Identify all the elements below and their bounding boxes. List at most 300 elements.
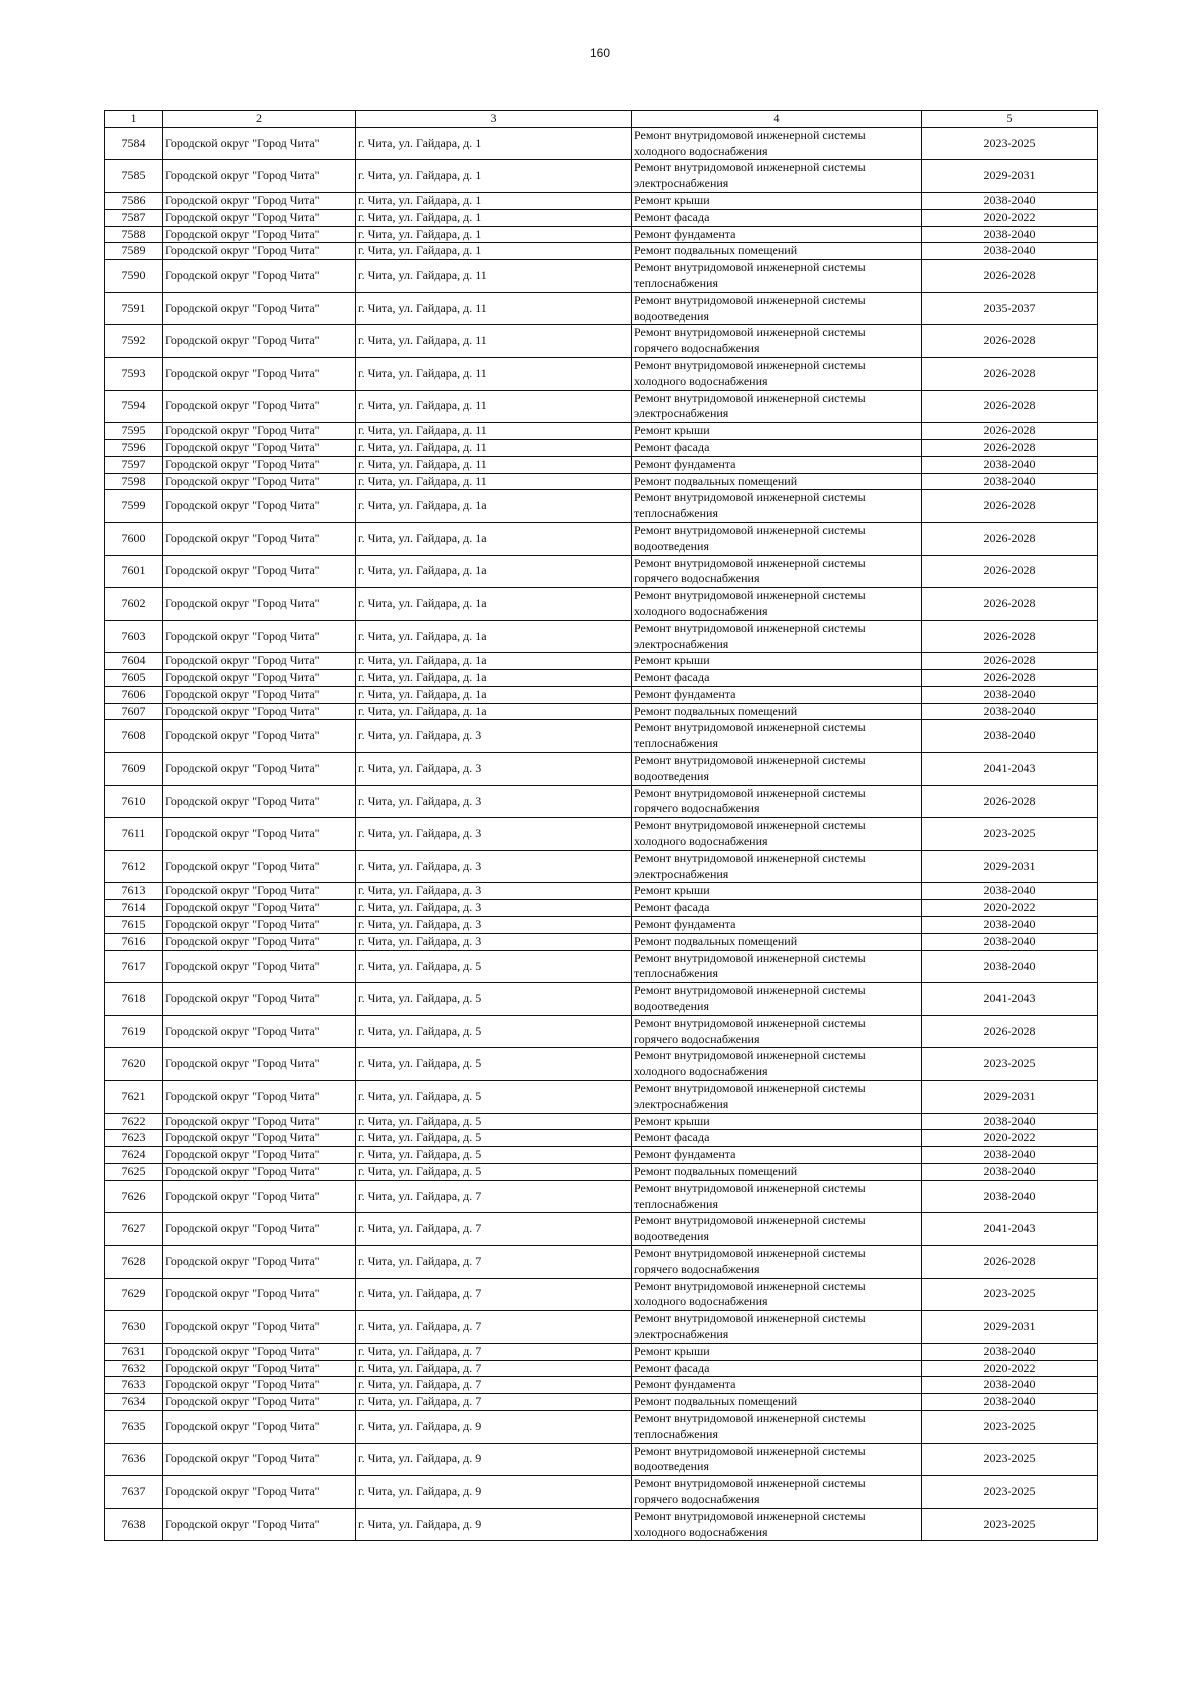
table-row: [105, 983, 1098, 1016]
work-type-line: Ремонт внутридомовой инженерной системы: [634, 620, 866, 635]
period-cell: 2026-2028: [922, 522, 1098, 555]
work-type-line: Ремонт фасада: [634, 209, 710, 224]
work-type-line: электроснабжения: [634, 176, 729, 191]
address-cell: г. Чита, ул. Гайдара, д. 1: [356, 226, 632, 243]
work-type-line: Ремонт фундамента: [634, 686, 736, 701]
district-cell: Городской округ "Город Чита": [163, 1213, 356, 1246]
table-row: [105, 555, 1098, 588]
table-row: [105, 490, 1098, 523]
table-row: [105, 1180, 1098, 1213]
district-cell: Городской округ "Город Чита": [163, 423, 356, 440]
work-type-cell: [632, 192, 922, 209]
work-type-line: Ремонт внутридомовой инженерной системы: [634, 1311, 866, 1326]
address-cell: г. Чита, ул. Гайдара, д. 3: [356, 917, 632, 934]
period-cell: 2026-2028: [922, 439, 1098, 456]
work-type-line: водоотведения: [634, 1459, 709, 1474]
district-cell: Городской округ "Город Чита": [163, 1015, 356, 1048]
row-number-cell: 7604: [105, 653, 163, 670]
row-number-cell: 7597: [105, 456, 163, 473]
work-type-cell: [632, 439, 922, 456]
address-cell: г. Чита, ул. Гайдара, д. 5: [356, 983, 632, 1016]
work-type-line: горячего водоснабжения: [634, 1031, 760, 1046]
table-row: [105, 1213, 1098, 1246]
table-row: [105, 260, 1098, 293]
work-type-line: Ремонт подвальных помещений: [634, 243, 798, 258]
table-row: [105, 785, 1098, 818]
row-number-cell: 7607: [105, 703, 163, 720]
period-cell: 2026-2028: [922, 1015, 1098, 1048]
work-type-cell: [632, 1443, 922, 1476]
work-type-cell: [632, 917, 922, 934]
work-type-line: Ремонт внутридомовой инженерной системы: [634, 850, 866, 865]
work-type-cell: [632, 983, 922, 1016]
table-row: [105, 620, 1098, 653]
work-type-line: теплоснабжения: [634, 966, 718, 981]
row-number-cell: 7610: [105, 785, 163, 818]
period-cell: 2023-2025: [922, 1410, 1098, 1443]
work-type-line: водоотведения: [634, 999, 709, 1014]
work-type-cell: [632, 423, 922, 440]
work-type-line: Ремонт фундамента: [634, 1377, 736, 1392]
district-cell: Городской округ "Город Чита": [163, 818, 356, 851]
work-type-cell: [632, 160, 922, 193]
district-cell: Городской округ "Город Чита": [163, 1410, 356, 1443]
header-row: [105, 111, 1098, 128]
row-number-cell: 7609: [105, 753, 163, 786]
work-type-line: Ремонт фундамента: [634, 1147, 736, 1162]
address-cell: г. Чита, ул. Гайдара, д. 9: [356, 1508, 632, 1541]
work-type-line: Ремонт внутридомовой инженерной системы: [634, 1048, 866, 1063]
address-cell: г. Чита, ул. Гайдара, д. 7: [356, 1278, 632, 1311]
row-number-cell: 7599: [105, 490, 163, 523]
work-type-cell: [632, 1015, 922, 1048]
work-type-line: холодного водоснабжения: [634, 373, 768, 388]
row-number-cell: 7585: [105, 160, 163, 193]
work-type-line: Ремонт фасада: [634, 900, 710, 915]
district-cell: Городской округ "Город Чита": [163, 260, 356, 293]
period-cell: 2023-2025: [922, 1476, 1098, 1509]
district-cell: Городской округ "Город Чита": [163, 850, 356, 883]
district-cell: Городской округ "Город Чита": [163, 325, 356, 358]
district-cell: Городской округ "Город Чита": [163, 1245, 356, 1278]
address-cell: г. Чита, ул. Гайдара, д. 3: [356, 850, 632, 883]
work-type-line: Ремонт фундамента: [634, 226, 736, 241]
period-cell: 2026-2028: [922, 670, 1098, 687]
row-number-cell: 7605: [105, 670, 163, 687]
period-cell: 2020-2022: [922, 900, 1098, 917]
period-cell: 2026-2028: [922, 588, 1098, 621]
district-cell: Городской округ "Город Чита": [163, 588, 356, 621]
address-cell: г. Чита, ул. Гайдара, д. 7: [356, 1180, 632, 1213]
table-header: [105, 111, 1098, 128]
work-type-line: горячего водоснабжения: [634, 341, 760, 356]
table-row: [105, 127, 1098, 160]
work-type-cell: [632, 1476, 922, 1509]
work-type-cell: [632, 818, 922, 851]
work-type-cell: [632, 1278, 922, 1311]
district-cell: Городской округ "Город Чита": [163, 226, 356, 243]
period-cell: 2038-2040: [922, 243, 1098, 260]
address-cell: г. Чита, ул. Гайдара, д. 9: [356, 1410, 632, 1443]
district-cell: Городской округ "Город Чита": [163, 653, 356, 670]
address-cell: г. Чита, ул. Гайдара, д. 5: [356, 1113, 632, 1130]
header-col-3: 3: [356, 111, 632, 128]
work-type-line: горячего водоснабжения: [634, 1261, 760, 1276]
row-number-cell: 7629: [105, 1278, 163, 1311]
table-row: [105, 439, 1098, 456]
district-cell: Городской округ "Город Чита": [163, 917, 356, 934]
row-number-cell: 7637: [105, 1476, 163, 1509]
table-row: [105, 1147, 1098, 1164]
row-number-cell: 7587: [105, 209, 163, 226]
table-row: [105, 900, 1098, 917]
table-row: [105, 917, 1098, 934]
table-row: [105, 850, 1098, 883]
address-cell: г. Чита, ул. Гайдара, д. 11: [356, 439, 632, 456]
row-number-cell: 7617: [105, 950, 163, 983]
work-type-cell: [632, 720, 922, 753]
work-type-cell: [632, 950, 922, 983]
table-row: [105, 357, 1098, 390]
work-type-line: горячего водоснабжения: [634, 571, 760, 586]
table-row: [105, 1394, 1098, 1411]
work-type-line: Ремонт фасада: [634, 439, 710, 454]
work-type-cell: [632, 1081, 922, 1114]
table-row: [105, 883, 1098, 900]
table-row: [105, 1360, 1098, 1377]
period-cell: 2038-2040: [922, 1180, 1098, 1213]
table-row: [105, 522, 1098, 555]
address-cell: г. Чита, ул. Гайдара, д. 7: [356, 1360, 632, 1377]
table-row: [105, 1443, 1098, 1476]
district-cell: Городской округ "Город Чита": [163, 522, 356, 555]
work-type-cell: [632, 703, 922, 720]
work-type-line: Ремонт внутридомовой инженерной системы: [634, 818, 866, 833]
district-cell: Городской округ "Город Чита": [163, 1278, 356, 1311]
work-type-line: Ремонт внутридомовой инженерной системы: [634, 1476, 866, 1491]
row-number-cell: 7601: [105, 555, 163, 588]
work-type-line: Ремонт крыши: [634, 423, 710, 438]
district-cell: Городской округ "Город Чита": [163, 160, 356, 193]
period-cell: 2023-2025: [922, 1278, 1098, 1311]
work-type-line: Ремонт подвальных помещений: [634, 473, 798, 488]
period-cell: 2023-2025: [922, 127, 1098, 160]
address-cell: г. Чита, ул. Гайдара, д. 1: [356, 243, 632, 260]
district-cell: Городской округ "Город Чита": [163, 686, 356, 703]
row-number-cell: 7625: [105, 1164, 163, 1181]
work-type-cell: [632, 1130, 922, 1147]
period-cell: 2038-2040: [922, 1343, 1098, 1360]
address-cell: г. Чита, ул. Гайдара, д. 5: [356, 1147, 632, 1164]
period-cell: 2041-2043: [922, 1213, 1098, 1246]
district-cell: Городской округ "Город Чита": [163, 555, 356, 588]
period-cell: 2038-2040: [922, 933, 1098, 950]
work-type-cell: [632, 1164, 922, 1181]
row-number-cell: 7600: [105, 522, 163, 555]
work-type-line: теплоснабжения: [634, 1196, 718, 1211]
district-cell: Городской округ "Город Чита": [163, 1508, 356, 1541]
period-cell: 2026-2028: [922, 390, 1098, 423]
row-number-cell: 7636: [105, 1443, 163, 1476]
period-cell: 2041-2043: [922, 983, 1098, 1016]
address-cell: г. Чита, ул. Гайдара, д. 1: [356, 209, 632, 226]
district-cell: Городской округ "Город Чита": [163, 1180, 356, 1213]
work-type-cell: [632, 522, 922, 555]
work-type-line: холодного водоснабжения: [634, 834, 768, 849]
row-number-cell: 7589: [105, 243, 163, 260]
period-cell: 2038-2040: [922, 473, 1098, 490]
header-col-1: 1: [105, 111, 163, 128]
work-type-line: Ремонт внутридомовой инженерной системы: [634, 555, 866, 570]
row-number-cell: 7619: [105, 1015, 163, 1048]
work-type-cell: [632, 785, 922, 818]
period-cell: 2026-2028: [922, 490, 1098, 523]
table-row: [105, 325, 1098, 358]
period-cell: 2038-2040: [922, 1147, 1098, 1164]
table-row: [105, 456, 1098, 473]
district-cell: Городской округ "Город Чита": [163, 785, 356, 818]
district-cell: Городской округ "Город Чита": [163, 473, 356, 490]
row-number-cell: 7613: [105, 883, 163, 900]
table-row: [105, 1015, 1098, 1048]
work-type-line: Ремонт внутридомовой инженерной системы: [634, 325, 866, 340]
address-cell: г. Чита, ул. Гайдара, д. 3: [356, 753, 632, 786]
period-cell: 2026-2028: [922, 357, 1098, 390]
work-type-line: водоотведения: [634, 308, 709, 323]
work-type-cell: [632, 1410, 922, 1443]
work-type-line: Ремонт внутридомовой инженерной системы: [634, 588, 866, 603]
work-type-line: Ремонт внутридомовой инженерной системы: [634, 490, 866, 505]
row-number-cell: 7603: [105, 620, 163, 653]
period-cell: 2038-2040: [922, 917, 1098, 934]
table-row: [105, 1048, 1098, 1081]
table-row: [105, 653, 1098, 670]
period-cell: 2038-2040: [922, 226, 1098, 243]
work-type-line: холодного водоснабжения: [634, 1064, 768, 1079]
table-row: [105, 423, 1098, 440]
work-type-cell: [632, 456, 922, 473]
work-type-cell: [632, 1343, 922, 1360]
address-cell: г. Чита, ул. Гайдара, д. 5: [356, 1164, 632, 1181]
work-type-line: Ремонт внутридомовой инженерной системы: [634, 950, 866, 965]
row-number-cell: 7586: [105, 192, 163, 209]
address-cell: г. Чита, ул. Гайдара, д. 7: [356, 1213, 632, 1246]
work-type-line: Ремонт крыши: [634, 1343, 710, 1358]
work-type-cell: [632, 1048, 922, 1081]
row-number-cell: 7630: [105, 1311, 163, 1344]
period-cell: 2026-2028: [922, 555, 1098, 588]
table-row: [105, 950, 1098, 983]
row-number-cell: 7611: [105, 818, 163, 851]
period-cell: 2029-2031: [922, 850, 1098, 883]
district-cell: Городской округ "Город Чита": [163, 933, 356, 950]
district-cell: Городской округ "Город Чита": [163, 703, 356, 720]
row-number-cell: 7616: [105, 933, 163, 950]
work-type-line: водоотведения: [634, 538, 709, 553]
address-cell: г. Чита, ул. Гайдара, д. 11: [356, 260, 632, 293]
work-type-line: Ремонт крыши: [634, 192, 710, 207]
row-number-cell: 7606: [105, 686, 163, 703]
district-cell: Городской округ "Город Чита": [163, 1394, 356, 1411]
period-cell: 2023-2025: [922, 1443, 1098, 1476]
row-number-cell: 7590: [105, 260, 163, 293]
row-number-cell: 7612: [105, 850, 163, 883]
work-type-line: Ремонт внутридомовой инженерной системы: [634, 1015, 866, 1030]
address-cell: г. Чита, ул. Гайдара, д. 1а: [356, 490, 632, 523]
work-type-cell: [632, 1180, 922, 1213]
period-cell: 2026-2028: [922, 260, 1098, 293]
row-number-cell: 7618: [105, 983, 163, 1016]
district-cell: Городской округ "Город Чита": [163, 209, 356, 226]
address-cell: г. Чита, ул. Гайдара, д. 9: [356, 1476, 632, 1509]
work-type-line: горячего водоснабжения: [634, 801, 760, 816]
work-type-line: Ремонт фасада: [634, 1360, 710, 1375]
work-type-line: холодного водоснабжения: [634, 603, 768, 618]
table-row: [105, 226, 1098, 243]
period-cell: 2038-2040: [922, 703, 1098, 720]
address-cell: г. Чита, ул. Гайдара, д. 11: [356, 456, 632, 473]
address-cell: г. Чита, ул. Гайдара, д. 7: [356, 1394, 632, 1411]
table-row: [105, 818, 1098, 851]
work-type-cell: [632, 357, 922, 390]
district-cell: Городской округ "Город Чита": [163, 1147, 356, 1164]
table-row: [105, 192, 1098, 209]
address-cell: г. Чита, ул. Гайдара, д. 3: [356, 933, 632, 950]
address-cell: г. Чита, ул. Гайдара, д. 1а: [356, 670, 632, 687]
district-cell: Городской округ "Город Чита": [163, 192, 356, 209]
district-cell: Городской округ "Город Чита": [163, 883, 356, 900]
district-cell: Городской округ "Город Чита": [163, 1164, 356, 1181]
work-type-cell: [632, 588, 922, 621]
period-cell: 2026-2028: [922, 1245, 1098, 1278]
work-type-line: Ремонт внутридомовой инженерной системы: [634, 260, 866, 275]
period-cell: 2023-2025: [922, 1508, 1098, 1541]
address-cell: г. Чита, ул. Гайдара, д. 3: [356, 818, 632, 851]
row-number-cell: 7626: [105, 1180, 163, 1213]
work-type-cell: [632, 900, 922, 917]
address-cell: г. Чита, ул. Гайдара, д. 7: [356, 1311, 632, 1344]
header-col-4: 4: [632, 111, 922, 128]
district-cell: Городской округ "Город Чита": [163, 127, 356, 160]
address-cell: г. Чита, ул. Гайдара, д. 1а: [356, 703, 632, 720]
table-body: [105, 127, 1098, 1541]
address-cell: г. Чита, ул. Гайдара, д. 7: [356, 1245, 632, 1278]
address-cell: г. Чита, ул. Гайдара, д. 5: [356, 1048, 632, 1081]
work-type-line: Ремонт внутридомовой инженерной системы: [634, 522, 866, 537]
address-cell: г. Чита, ул. Гайдара, д. 7: [356, 1377, 632, 1394]
work-type-line: Ремонт фасада: [634, 1130, 710, 1145]
district-cell: Городской округ "Город Чита": [163, 456, 356, 473]
work-type-cell: [632, 1360, 922, 1377]
table-row: [105, 292, 1098, 325]
table-row: [105, 670, 1098, 687]
row-number-cell: 7588: [105, 226, 163, 243]
address-cell: г. Чита, ул. Гайдара, д. 1: [356, 160, 632, 193]
table-row: [105, 1377, 1098, 1394]
work-type-line: холодного водоснабжения: [634, 143, 768, 158]
address-cell: г. Чита, ул. Гайдара, д. 5: [356, 1015, 632, 1048]
district-cell: Городской округ "Город Чита": [163, 439, 356, 456]
table-row: [105, 588, 1098, 621]
address-cell: г. Чита, ул. Гайдара, д. 7: [356, 1343, 632, 1360]
work-type-cell: [632, 620, 922, 653]
work-type-line: Ремонт крыши: [634, 653, 710, 668]
work-type-line: Ремонт подвальных помещений: [634, 933, 798, 948]
table-row: [105, 1245, 1098, 1278]
district-cell: Городской округ "Город Чита": [163, 620, 356, 653]
work-type-line: электроснабжения: [634, 866, 729, 881]
address-cell: г. Чита, ул. Гайдара, д. 3: [356, 883, 632, 900]
address-cell: г. Чита, ул. Гайдара, д. 1: [356, 192, 632, 209]
period-cell: 2020-2022: [922, 1360, 1098, 1377]
address-cell: г. Чита, ул. Гайдара, д. 5: [356, 1130, 632, 1147]
work-type-cell: [632, 243, 922, 260]
work-type-line: Ремонт внутридомовой инженерной системы: [634, 1081, 866, 1096]
work-type-cell: [632, 1213, 922, 1246]
period-cell: 2038-2040: [922, 883, 1098, 900]
table-row: [105, 720, 1098, 753]
work-type-cell: [632, 292, 922, 325]
work-type-cell: [632, 1394, 922, 1411]
table-row: [105, 753, 1098, 786]
work-type-cell: [632, 325, 922, 358]
row-number-cell: 7628: [105, 1245, 163, 1278]
period-cell: 2026-2028: [922, 785, 1098, 818]
row-number-cell: 7638: [105, 1508, 163, 1541]
work-type-cell: [632, 260, 922, 293]
table-row: [105, 1311, 1098, 1344]
row-number-cell: 7602: [105, 588, 163, 621]
table-row: [105, 390, 1098, 423]
address-cell: г. Чита, ул. Гайдара, д. 9: [356, 1443, 632, 1476]
work-type-cell: [632, 209, 922, 226]
period-cell: 2038-2040: [922, 192, 1098, 209]
work-type-cell: [632, 850, 922, 883]
work-type-line: Ремонт фундамента: [634, 456, 736, 471]
work-type-line: Ремонт внутридомовой инженерной системы: [634, 1278, 866, 1293]
work-type-line: теплоснабжения: [634, 506, 718, 521]
period-cell: 2029-2031: [922, 160, 1098, 193]
work-type-line: Ремонт внутридомовой инженерной системы: [634, 127, 866, 142]
work-type-line: электроснабжения: [634, 1326, 729, 1341]
work-type-line: Ремонт внутридомовой инженерной системы: [634, 1245, 866, 1260]
header-col-2: 2: [163, 111, 356, 128]
row-number-cell: 7622: [105, 1113, 163, 1130]
table-row: [105, 1508, 1098, 1541]
row-number-cell: 7596: [105, 439, 163, 456]
district-cell: Городской округ "Город Чита": [163, 1360, 356, 1377]
header-col-5: 5: [922, 111, 1098, 128]
work-type-line: Ремонт подвальных помещений: [634, 1164, 798, 1178]
work-type-line: Ремонт внутридомовой инженерной системы: [634, 390, 866, 405]
work-type-line: Ремонт внутридомовой инженерной системы: [634, 753, 866, 768]
row-number-cell: 7614: [105, 900, 163, 917]
table-row: [105, 1410, 1098, 1443]
address-cell: г. Чита, ул. Гайдара, д. 11: [356, 423, 632, 440]
work-type-cell: [632, 1113, 922, 1130]
address-cell: г. Чита, ул. Гайдара, д. 1а: [356, 686, 632, 703]
work-type-line: Ремонт крыши: [634, 883, 710, 898]
row-number-cell: 7634: [105, 1394, 163, 1411]
work-type-cell: [632, 127, 922, 160]
work-type-line: холодного водоснабжения: [634, 1294, 768, 1309]
district-cell: Городской округ "Город Чита": [163, 1130, 356, 1147]
work-type-line: электроснабжения: [634, 406, 729, 421]
address-cell: г. Чита, ул. Гайдара, д. 11: [356, 325, 632, 358]
work-type-line: Ремонт подвальных помещений: [634, 703, 798, 718]
address-cell: г. Чита, ул. Гайдара, д. 11: [356, 473, 632, 490]
row-number-cell: 7593: [105, 357, 163, 390]
